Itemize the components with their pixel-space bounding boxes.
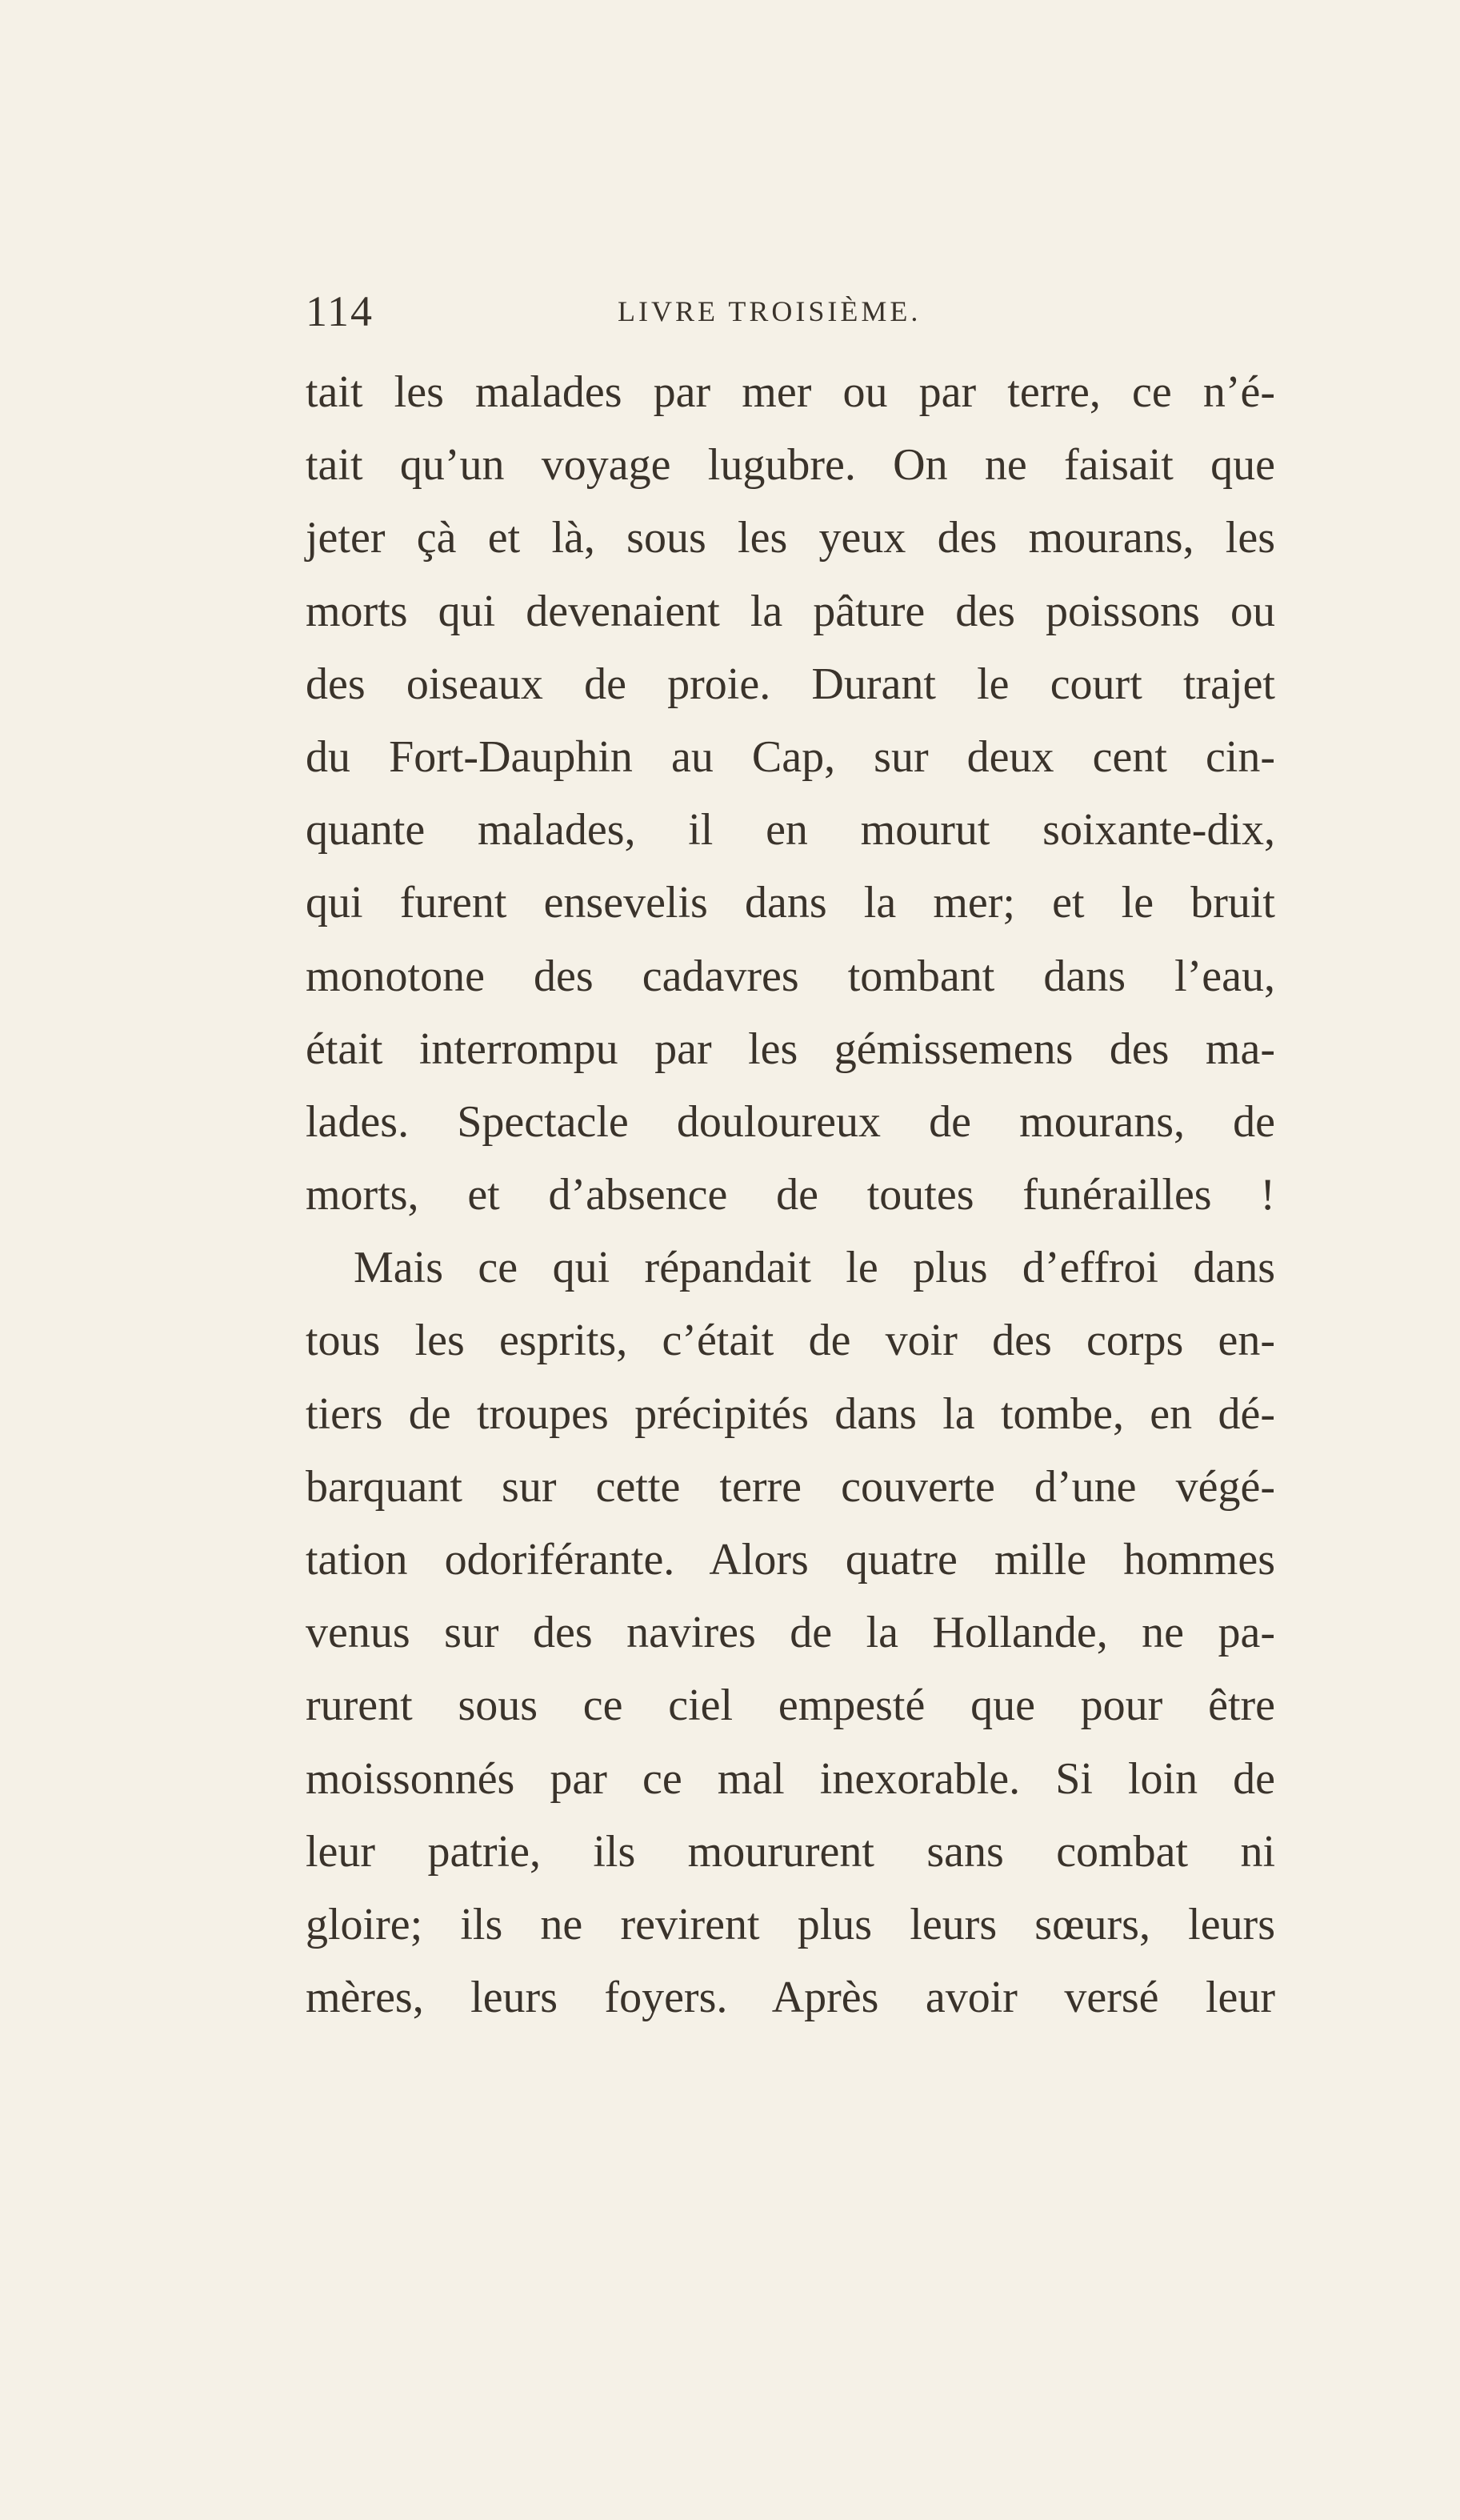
text-line: tait qu’un voyage lugubre. On ne faisait que — [306, 440, 1275, 491]
text-line: tous les esprits, c’était de voir des corps en- — [306, 1316, 1275, 1366]
text-line: tait les malades par mer ou par terre, ce n’é- — [306, 367, 1275, 417]
text-line: mères, leurs foyers. Après avoir versé leur — [306, 1973, 1275, 2023]
text-line: morts qui devenaient la pâture des poissons ou — [306, 586, 1275, 636]
text-line: leur patrie, ils moururent sans combat ni — [306, 1826, 1275, 1877]
text-line: rurent sous ce ciel empesté que pour être — [306, 1681, 1275, 1731]
text-line: lades. Spectacle douloureux de mourans, de — [306, 1096, 1275, 1147]
text-line: monotone des cadavres tombant dans l’eau, — [306, 951, 1275, 1001]
text-line: moissonnés par ce mal inexorable. Si loin de — [306, 1753, 1275, 1804]
text-line: jeter çà et là, sous les yeux des mourans, les — [306, 513, 1275, 563]
text-line: venus sur des navires de la Hollande, ne pa- — [306, 1608, 1275, 1658]
body-text — [306, 356, 1275, 2034]
text-line: quante malades, il en mourut soixante-dix, — [306, 805, 1275, 855]
text-line: des oiseaux de proie. Durant le court trajet — [306, 659, 1275, 709]
running-header — [306, 280, 1274, 336]
text-line: morts, et d’absence de toutes funérailles ! — [306, 1170, 1275, 1220]
text-line: Mais ce qui répandait le plus d’effroi dans — [354, 1243, 1275, 1293]
text-line: gloire; ils ne revirent plus leurs sœurs, leurs — [306, 1899, 1275, 1949]
text-line: qui furent ensevelis dans la mer; et le bruit — [306, 878, 1275, 928]
text-line: était interrompu par les gémissemens des ma- — [306, 1024, 1275, 1074]
text-line: tiers de troupes précipités dans la tombe, en dé- — [306, 1388, 1275, 1439]
page-number: 114 — [306, 287, 374, 335]
text-line: barquant sur cette terre couverte d’une végé- — [306, 1461, 1275, 1512]
text-line: tation odoriférante. Alors quatre mille hommes — [306, 1535, 1275, 1585]
running-title: LIVRE TROISIÈME. — [618, 295, 922, 327]
text-line: du Fort-Dauphin au Cap, sur deux cent cin- — [306, 731, 1275, 782]
